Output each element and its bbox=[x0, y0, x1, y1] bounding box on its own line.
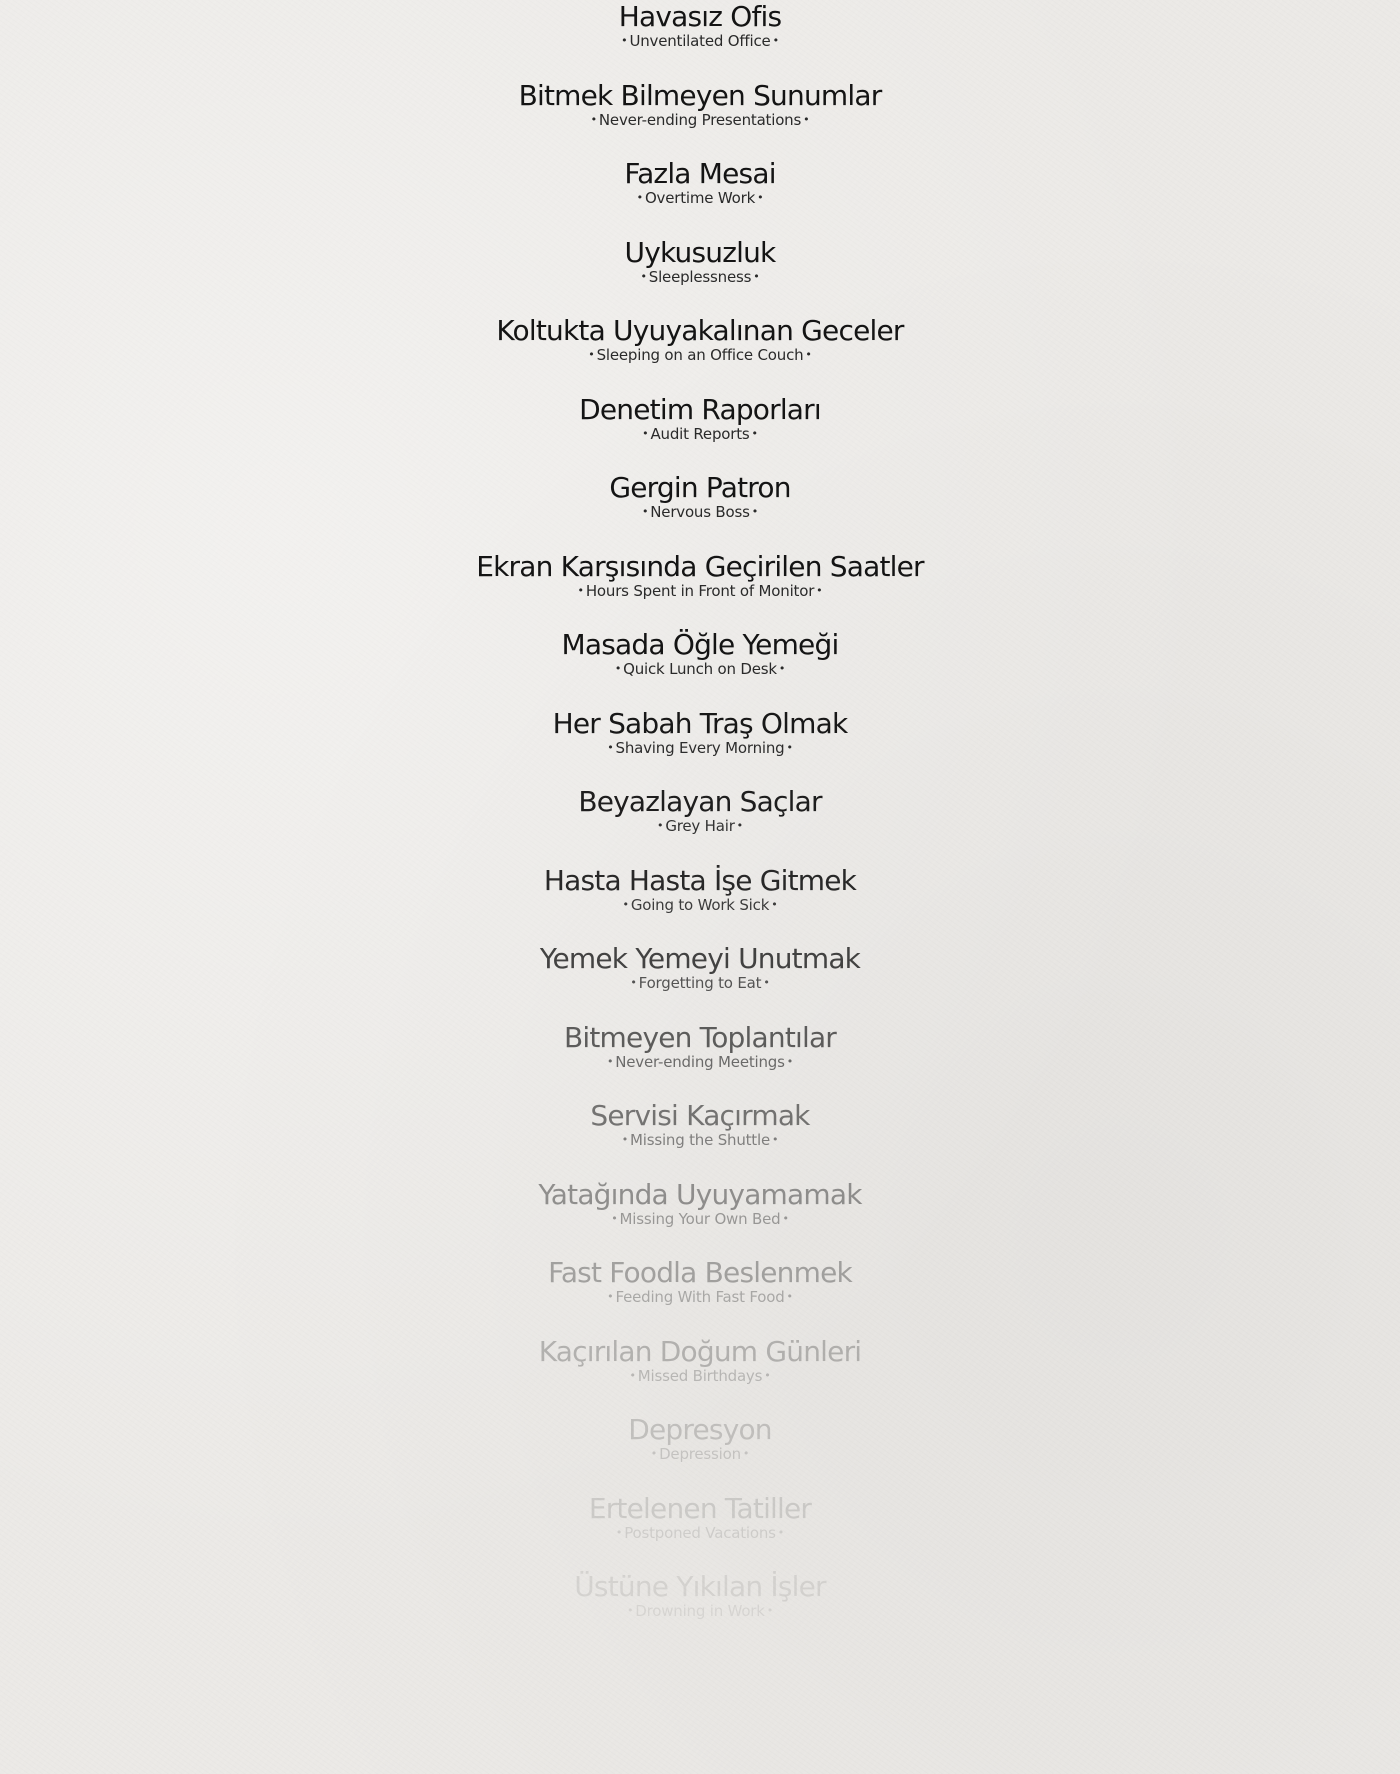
item-subtitle-english bbox=[0, 111, 1400, 129]
item-subtitle-text: Forgetting to Eat bbox=[638, 974, 762, 992]
item-subtitle-text: Drowning in Work bbox=[635, 1602, 765, 1620]
list-item bbox=[0, 1570, 1400, 1648]
item-subtitle-english bbox=[0, 582, 1400, 600]
bullet-icon: • bbox=[742, 1447, 750, 1460]
list-item bbox=[0, 707, 1400, 785]
item-subtitle-english bbox=[0, 268, 1400, 286]
list-item bbox=[0, 1492, 1400, 1570]
bullet-icon: • bbox=[621, 34, 628, 47]
bullet-icon: • bbox=[640, 269, 647, 283]
bullet-icon: • bbox=[588, 348, 595, 361]
bullet-icon: • bbox=[763, 976, 770, 989]
item-title-turkish: Havasız Ofis bbox=[618, 0, 782, 33]
list-item bbox=[0, 0, 1400, 78]
item-title-turkish: Masada Öğle Yemeği bbox=[561, 628, 839, 661]
bullet-icon: • bbox=[650, 1447, 658, 1460]
list-item bbox=[0, 236, 1400, 314]
item-subtitle-text: Grey Hair bbox=[665, 817, 735, 835]
item-subtitle-english bbox=[0, 1053, 1400, 1071]
item-subtitle-english bbox=[0, 346, 1400, 364]
item-subtitle-english bbox=[0, 503, 1400, 521]
item-title-turkish: Gergin Patron bbox=[609, 471, 791, 504]
item-title-turkish: Hasta Hasta İşe Gitmek bbox=[543, 863, 857, 897]
bullet-icon: • bbox=[803, 112, 810, 126]
item-subtitle-english bbox=[0, 425, 1400, 443]
item-title-turkish: Ertelenen Tatiller bbox=[588, 1491, 812, 1525]
bullet-icon: • bbox=[757, 191, 764, 204]
bullet-icon: • bbox=[626, 1604, 634, 1617]
list-item bbox=[0, 942, 1400, 1020]
bullet-icon: • bbox=[607, 740, 614, 754]
item-subtitle-text: Sleeping on an Office Couch bbox=[596, 346, 804, 364]
bullet-icon: • bbox=[786, 1290, 793, 1303]
item-title-turkish: Koltukta Uyuyakalınan Geceler bbox=[496, 314, 904, 347]
item-title-turkish: Her Sabah Traş Olmak bbox=[552, 706, 848, 740]
item-subtitle-text: Sleeplessness bbox=[648, 267, 752, 286]
item-subtitle-english bbox=[0, 1367, 1400, 1385]
list-item bbox=[0, 471, 1400, 549]
bullet-icon: • bbox=[778, 662, 786, 675]
bullet-icon: • bbox=[816, 583, 823, 597]
bullet-icon: • bbox=[782, 1211, 789, 1225]
item-title-turkish: Beyazlayan Saçlar bbox=[578, 785, 822, 818]
bullet-icon: • bbox=[753, 269, 760, 283]
item-subtitle-english bbox=[0, 1524, 1400, 1542]
list-item bbox=[0, 157, 1400, 235]
list-item bbox=[0, 785, 1400, 863]
item-subtitle-text: Missing the Shuttle bbox=[630, 1131, 770, 1149]
item-subtitle-text: Shaving Every Morning bbox=[615, 738, 785, 757]
list-item bbox=[0, 628, 1400, 706]
item-subtitle-english bbox=[0, 1210, 1400, 1228]
bullet-icon: • bbox=[766, 1604, 774, 1617]
list-item bbox=[0, 1413, 1400, 1491]
item-subtitle-text: Postponed Vacations bbox=[624, 1523, 776, 1542]
item-subtitle-text: Depression bbox=[659, 1445, 741, 1463]
item-title-turkish: Bitmek Bilmeyen Sunumlar bbox=[518, 78, 882, 112]
item-title-turkish: Yemek Yemeyi Unutmak bbox=[539, 942, 861, 975]
item-subtitle-english bbox=[0, 660, 1400, 678]
bullet-icon: • bbox=[764, 1368, 771, 1382]
item-subtitle-text: Quick Lunch on Desk bbox=[623, 660, 777, 678]
item-subtitle-text: Audit Reports bbox=[650, 424, 750, 443]
item-subtitle-english bbox=[0, 896, 1400, 914]
item-subtitle-text: Never-ending Presentations bbox=[598, 110, 802, 129]
list-item bbox=[0, 864, 1400, 942]
item-title-turkish: Bitmeyen Toplantılar bbox=[563, 1020, 837, 1054]
bullet-icon: • bbox=[636, 191, 643, 204]
bullet-icon: • bbox=[786, 740, 793, 754]
list-item bbox=[0, 79, 1400, 157]
item-subtitle-english bbox=[0, 974, 1400, 992]
bullet-icon: • bbox=[615, 1525, 623, 1539]
item-subtitle-english bbox=[0, 739, 1400, 757]
list-item bbox=[0, 1178, 1400, 1256]
item-subtitle-english bbox=[0, 817, 1400, 835]
bullet-icon: • bbox=[805, 348, 812, 361]
list-item bbox=[0, 1021, 1400, 1099]
bullet-icon: • bbox=[577, 583, 584, 597]
item-subtitle-text: Feeding With Fast Food bbox=[615, 1288, 785, 1306]
bullet-icon: • bbox=[751, 505, 759, 518]
list-item bbox=[0, 1256, 1400, 1334]
item-subtitle-english bbox=[0, 189, 1400, 207]
bullet-icon: • bbox=[621, 1133, 628, 1146]
bullet-icon: • bbox=[777, 1525, 785, 1539]
item-subtitle-text: Hours Spent in Front of Monitor bbox=[585, 581, 815, 600]
bullet-icon: • bbox=[641, 505, 649, 518]
item-subtitle-text: Never-ending Meetings bbox=[615, 1052, 785, 1071]
item-subtitle-text: Overtime Work bbox=[644, 189, 756, 207]
item-subtitle-text: Unventilated Office bbox=[629, 32, 771, 50]
item-subtitle-english bbox=[0, 1131, 1400, 1149]
item-title-turkish: Fast Foodla Beslenmek bbox=[548, 1256, 852, 1289]
list-item bbox=[0, 1335, 1400, 1413]
item-title-turkish: Servisi Kaçırmak bbox=[590, 1099, 810, 1132]
bullet-icon: • bbox=[786, 1054, 794, 1068]
item-title-turkish: Yatağında Uyuyamamak bbox=[538, 1177, 862, 1211]
bullet-icon: • bbox=[614, 662, 622, 675]
item-title-turkish: Fazla Mesai bbox=[624, 157, 776, 190]
item-subtitle-text: Going to Work Sick bbox=[630, 895, 770, 914]
list-item bbox=[0, 314, 1400, 392]
item-subtitle-english bbox=[0, 32, 1400, 50]
bullet-icon: • bbox=[751, 426, 758, 440]
list-item bbox=[0, 550, 1400, 628]
item-title-turkish: Denetim Raporları bbox=[579, 392, 821, 426]
bullet-icon: • bbox=[607, 1290, 614, 1303]
bullet-icon: • bbox=[629, 1368, 636, 1382]
item-subtitle-english bbox=[0, 1445, 1400, 1463]
bullet-icon: • bbox=[736, 819, 743, 832]
bullet-icon: • bbox=[642, 426, 649, 440]
bullet-icon: • bbox=[622, 897, 629, 911]
item-title-turkish: Ekran Karşısında Geçirilen Saatler bbox=[476, 549, 924, 583]
item-title-turkish: Uykusuzluk bbox=[624, 235, 776, 269]
item-title-turkish: Depresyon bbox=[628, 1413, 772, 1446]
bullet-icon: • bbox=[772, 34, 779, 47]
bullet-icon: • bbox=[630, 976, 637, 989]
item-subtitle-text: Missing Your Own Bed bbox=[619, 1209, 781, 1228]
list-item bbox=[0, 1099, 1400, 1177]
list-item bbox=[0, 393, 1400, 471]
bullet-icon: • bbox=[771, 1133, 779, 1146]
bullet-icon: • bbox=[611, 1211, 618, 1225]
item-subtitle-english bbox=[0, 1288, 1400, 1306]
item-subtitle-english bbox=[0, 1602, 1400, 1620]
item-subtitle-text: Missed Birthdays bbox=[637, 1366, 763, 1385]
bullet-icon: • bbox=[657, 819, 664, 832]
bullet-icon: • bbox=[771, 897, 778, 911]
item-title-turkish: Üstüne Yıkılan İşler bbox=[574, 1570, 826, 1603]
bullet-icon: • bbox=[606, 1054, 614, 1068]
item-subtitle-text: Nervous Boss bbox=[650, 503, 750, 521]
bullet-icon: • bbox=[590, 112, 597, 126]
item-title-turkish: Kaçırılan Doğum Günleri bbox=[538, 1334, 862, 1368]
